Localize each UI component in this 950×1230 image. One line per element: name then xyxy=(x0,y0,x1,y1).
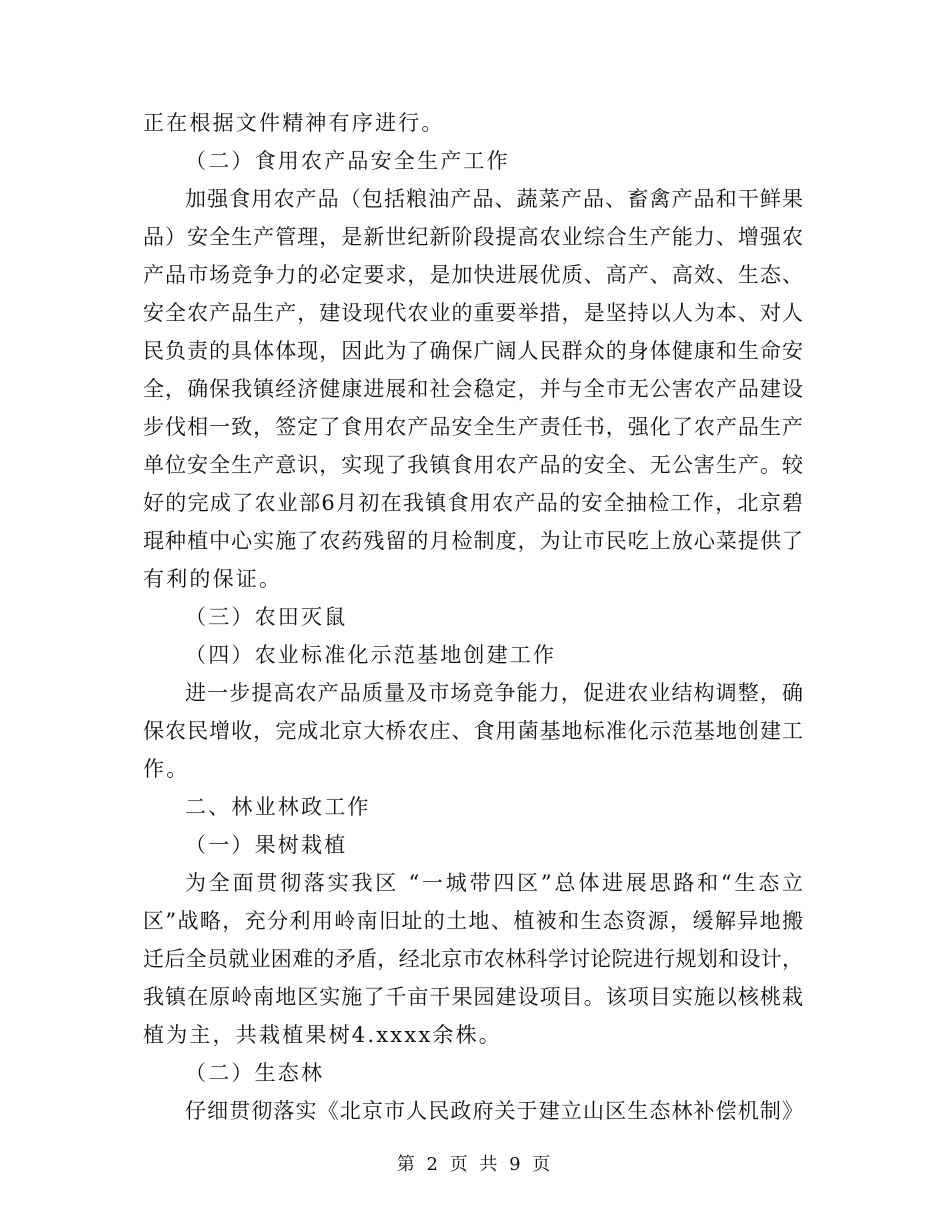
text-line: 加强食用农产品（包括粮油产品、蔬菜产品、畜禽产品和干鲜果 xyxy=(185,187,803,211)
text-line: 作。 xyxy=(143,757,190,781)
section-heading: 二、林业林政工作 xyxy=(185,795,371,819)
text-line: 我镇在原岭南地区实施了千亩干果园建设项目。该项目实施以核桃栽 xyxy=(143,985,803,1009)
text-line: 好的完成了农业部6月初在我镇食用农产品的安全抽检工作，北京碧 xyxy=(143,491,803,515)
text-line: 产品市场竞争力的必定要求，是加快进展优质、高产、高效、生态、 xyxy=(143,263,803,287)
text-line: 为全面贯彻落实我区 “一城带四区”总体进展思路和“生态立 xyxy=(185,871,803,895)
text-line: 仔细贯彻落实《北京市人民政府关于建立山区生态林补偿机制》 xyxy=(185,1099,803,1123)
text-line: 琨种植中心实施了农药残留的月检制度，为让市民吃上放心菜提供了 xyxy=(143,529,803,553)
text-line: 区”战略，充分利用岭南旧址的土地、植被和生态资源，缓解异地搬 xyxy=(143,909,803,933)
section-heading: （二）生态林 xyxy=(185,1061,325,1085)
text-line: 民负责的具体体现，因此为了确保广阔人民群众的身体健康和生命安 xyxy=(143,339,803,363)
text-line: 有利的保证。 xyxy=(143,567,283,591)
section-heading: （四）农业标准化示范基地创建工作 xyxy=(185,643,557,667)
section-heading: （二）食用农产品安全生产工作 xyxy=(185,149,510,173)
page-number-footer: 第 2 页 共 9 页 xyxy=(396,1154,554,1175)
text-line: 全，确保我镇经济健康进展和社会稳定，并与全市无公害农产品建设 xyxy=(143,377,803,401)
text-line: 进一步提高农产品质量及市场竞争能力，促进农业结构调整，确 xyxy=(185,681,803,705)
text-line: 迁后全员就业困难的矛盾，经北京市农林科学讨论院进行规划和设计， xyxy=(143,947,803,971)
section-heading: （一）果树栽植 xyxy=(185,833,348,857)
text-line: 安全农产品生产，建设现代农业的重要举措，是坚持以人为本、对人 xyxy=(143,301,803,325)
document-body xyxy=(143,104,803,1130)
text-line: 品）安全生产管理，是新世纪新阶段提高农业综合生产能力、增强农 xyxy=(143,225,803,249)
text-line: 单位安全生产意识，实现了我镇食用农产品的安全、无公害生产。较 xyxy=(143,453,803,477)
section-heading: （三）农田灭鼠 xyxy=(185,605,348,629)
text-line: 步伐相一致，签定了食用农产品安全生产责任书，强化了农产品生产 xyxy=(143,415,803,439)
text-line: 正在根据文件精神有序进行。 xyxy=(143,111,445,135)
text-line: 植为主，共栽植果树4.xxxx余株。 xyxy=(143,1023,503,1047)
text-line: 保农民增收，完成北京大桥农庄、食用菌基地标准化示范基地创建工 xyxy=(143,719,803,743)
